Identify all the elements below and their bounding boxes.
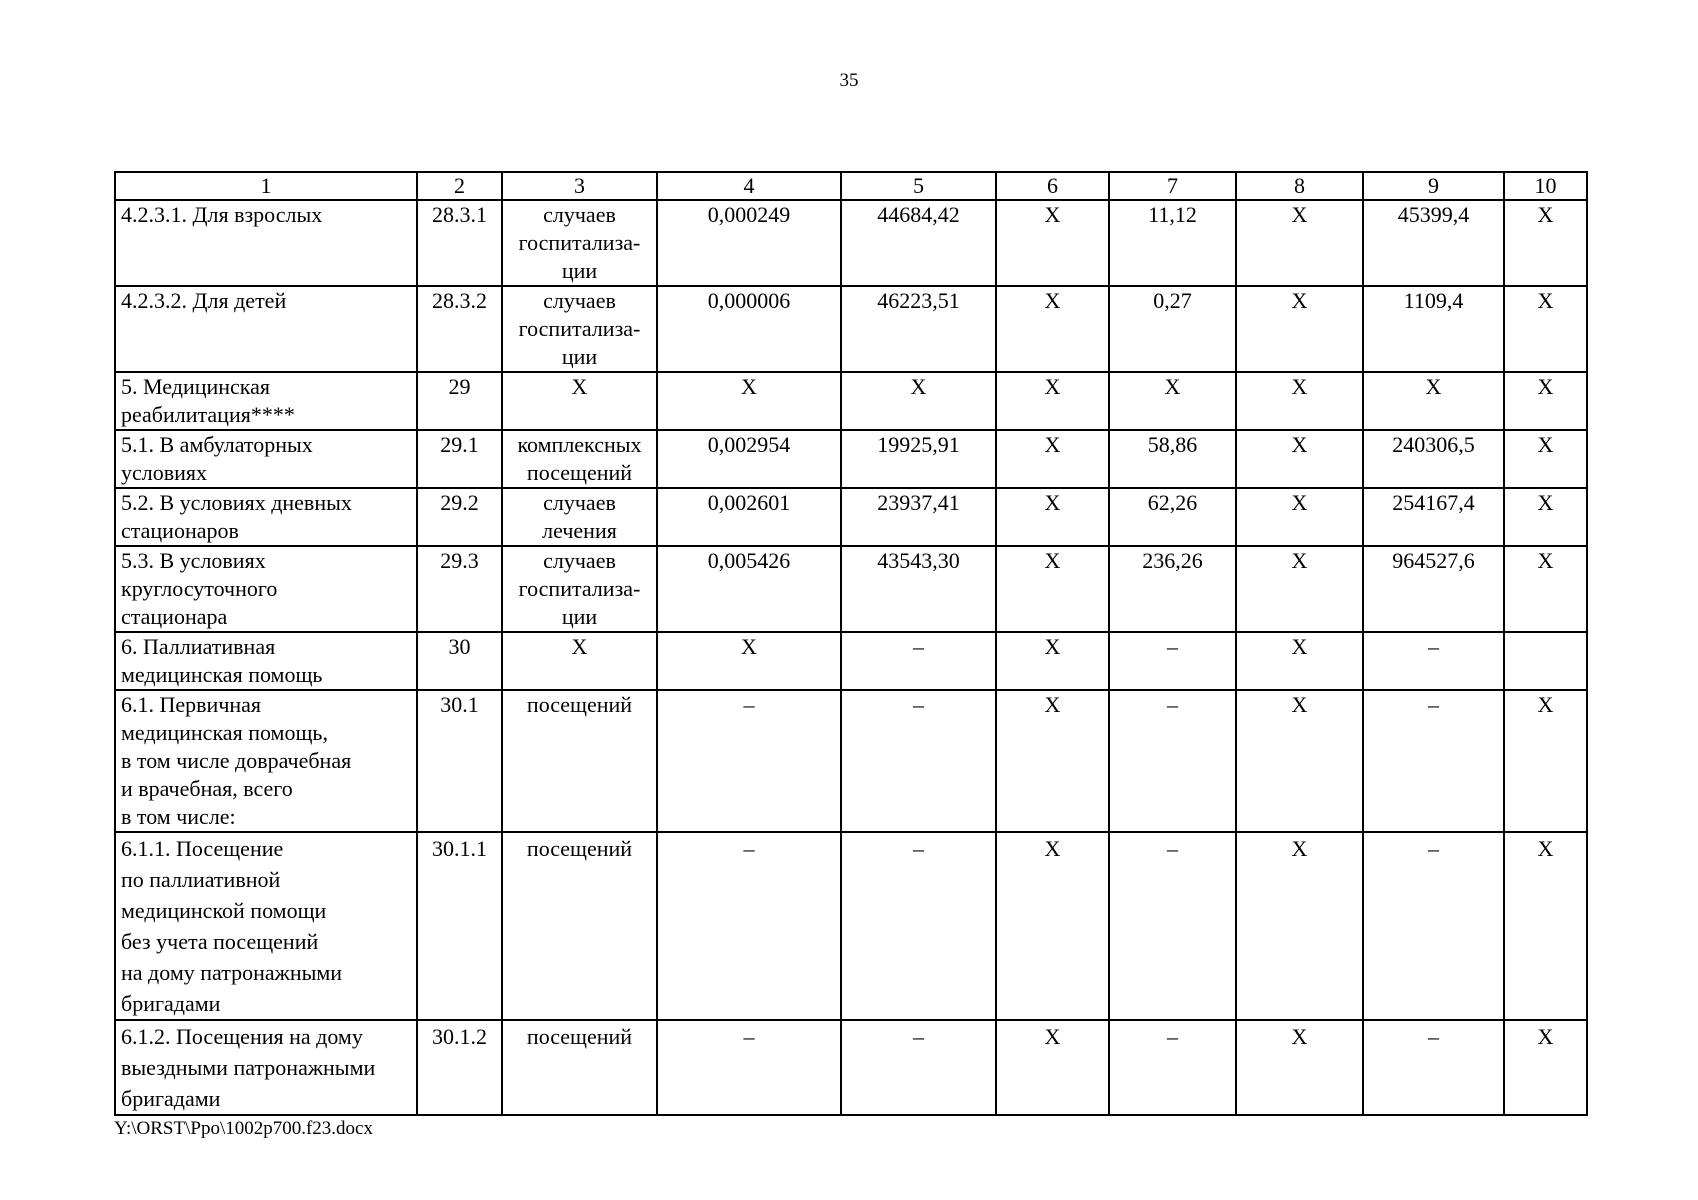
table-cell: Х: [1236, 286, 1363, 372]
table-cell: –: [841, 690, 996, 832]
data-table: [114, 171, 1588, 1116]
table-cell: Х: [1504, 832, 1587, 1020]
column-header: 4: [657, 172, 841, 200]
table-row: [115, 372, 1587, 430]
row-unit-cell: посещений: [502, 690, 657, 832]
row-unit-cell: Х: [502, 372, 657, 430]
page-number: 35: [839, 70, 859, 91]
column-header: 3: [502, 172, 657, 200]
table-cell: 43543,30: [841, 546, 996, 632]
table-cell: Х: [996, 286, 1109, 372]
row-code-cell: 30: [417, 632, 502, 690]
table-cell: Х: [1236, 430, 1363, 488]
table-row: [115, 488, 1587, 546]
row-unit-cell: комплексных посещений: [502, 430, 657, 488]
row-unit-cell: посещений: [502, 1020, 657, 1115]
table-cell: Х: [1504, 372, 1587, 430]
column-header: 6: [996, 172, 1109, 200]
table-cell: Х: [1504, 286, 1587, 372]
table-cell: Х: [1236, 372, 1363, 430]
table-cell: 46223,51: [841, 286, 996, 372]
table-cell: Х: [996, 430, 1109, 488]
table-cell: –: [841, 832, 996, 1020]
row-name-cell: 5.1. В амбулаторных условиях: [115, 430, 417, 488]
table-cell: Х: [1236, 1020, 1363, 1115]
table-cell: 236,26: [1109, 546, 1236, 632]
table-row: [115, 632, 1587, 690]
row-name-cell: 6.1.2. Посещения на дому выездными патронажными бригадами: [115, 1020, 417, 1115]
row-name-cell: 5.2. В условиях дневных стационаров: [115, 488, 417, 546]
table-row: [115, 546, 1587, 632]
row-code-cell: 30.1.2: [417, 1020, 502, 1115]
table-cell: Х: [657, 372, 841, 430]
table-row: [115, 286, 1587, 372]
row-unit-cell: Х: [502, 632, 657, 690]
table-cell: 58,86: [1109, 430, 1236, 488]
table-cell: –: [1363, 632, 1504, 690]
table-row: [115, 1020, 1587, 1115]
table-cell: 44684,42: [841, 200, 996, 286]
table-cell: 1109,4: [1363, 286, 1504, 372]
table-cell: Х: [996, 632, 1109, 690]
row-name-cell: 6. Паллиативная медицинская помощь: [115, 632, 417, 690]
table-cell: Х: [1236, 546, 1363, 632]
row-code-cell: 29.3: [417, 546, 502, 632]
table-cell: 23937,41: [841, 488, 996, 546]
table-cell: –: [1363, 690, 1504, 832]
row-code-cell: 30.1: [417, 690, 502, 832]
table-cell: 0,002601: [657, 488, 841, 546]
column-header: 7: [1109, 172, 1236, 200]
table-cell: 0,000006: [657, 286, 841, 372]
row-unit-cell: случаев госпитализа- ции: [502, 546, 657, 632]
table-cell: Х: [1363, 372, 1504, 430]
table-cell: Х: [996, 832, 1109, 1020]
table-cell: 11,12: [1109, 200, 1236, 286]
row-name-cell: 4.2.3.2. Для детей: [115, 286, 417, 372]
table-cell: 62,26: [1109, 488, 1236, 546]
table-cell: –: [1363, 832, 1504, 1020]
table-cell: Х: [996, 488, 1109, 546]
row-unit-cell: случаев лечения: [502, 488, 657, 546]
table-row: [115, 832, 1587, 1020]
table-cell: Х: [657, 632, 841, 690]
row-code-cell: 28.3.2: [417, 286, 502, 372]
table-cell: Х: [1236, 488, 1363, 546]
row-name-cell: 4.2.3.1. Для взрослых: [115, 200, 417, 286]
table-cell: 0,27: [1109, 286, 1236, 372]
table-row: [115, 200, 1587, 286]
table-row: [115, 690, 1587, 832]
row-unit-cell: посещений: [502, 832, 657, 1020]
table-cell: Х: [1236, 690, 1363, 832]
table-cell: Х: [996, 546, 1109, 632]
table-cell: Х: [996, 1020, 1109, 1115]
column-header: 1: [115, 172, 417, 200]
table-cell: Х: [1109, 372, 1236, 430]
table-cell: Х: [1236, 832, 1363, 1020]
table-cell: 45399,4: [1363, 200, 1504, 286]
table-header-row: [115, 172, 1587, 200]
table-cell: –: [1363, 1020, 1504, 1115]
table-cell: Х: [996, 690, 1109, 832]
table-cell: –: [841, 632, 996, 690]
table-cell: Х: [841, 372, 996, 430]
table-cell: –: [657, 832, 841, 1020]
column-header: 9: [1363, 172, 1504, 200]
row-code-cell: 30.1.1: [417, 832, 502, 1020]
table-cell: Х: [1504, 488, 1587, 546]
table-cell: Х: [1504, 546, 1587, 632]
document-file-path: Y:\ORST\Ppo\1002p700.f23.docx: [114, 1118, 373, 1139]
table-cell: Х: [996, 372, 1109, 430]
table-cell: Х: [1504, 1020, 1587, 1115]
table-cell: –: [841, 1020, 996, 1115]
row-name-cell: 6.1. Первичная медицинская помощь, в том числе доврачебная и врачебная, всего в том числе:: [115, 690, 417, 832]
row-unit-cell: случаев госпитализа- ции: [502, 200, 657, 286]
row-code-cell: 29: [417, 372, 502, 430]
table-cell: 0,005426: [657, 546, 841, 632]
table-cell: 240306,5: [1363, 430, 1504, 488]
table-cell: Х: [1504, 430, 1587, 488]
table-cell: Х: [996, 200, 1109, 286]
column-header: 8: [1236, 172, 1363, 200]
table-cell: Х: [1504, 690, 1587, 832]
table-cell: Х: [1504, 200, 1587, 286]
column-header: 5: [841, 172, 996, 200]
row-unit-cell: случаев госпитализа- ции: [502, 286, 657, 372]
row-code-cell: 28.3.1: [417, 200, 502, 286]
row-name-cell: 5. Медицинская реабилитация****: [115, 372, 417, 430]
column-header: 2: [417, 172, 502, 200]
table-cell: –: [657, 690, 841, 832]
table-cell: –: [1109, 632, 1236, 690]
table-cell: Х: [1236, 200, 1363, 286]
table-cell: –: [1109, 1020, 1236, 1115]
table-cell: –: [1109, 690, 1236, 832]
table-cell: –: [657, 1020, 841, 1115]
row-name-cell: 6.1.1. Посещение по паллиативной медицинской помощи без учета посещений на дому патронажными бригадами: [115, 832, 417, 1020]
row-code-cell: 29.1: [417, 430, 502, 488]
row-name-cell: 5.3. В условиях круглосуточного стационара: [115, 546, 417, 632]
table-cell: 0,000249: [657, 200, 841, 286]
table-cell: 964527,6: [1363, 546, 1504, 632]
table-cell: Х: [1236, 632, 1363, 690]
table-cell: [1504, 632, 1587, 690]
table-cell: –: [1109, 832, 1236, 1020]
table-cell: 0,002954: [657, 430, 841, 488]
column-header: 10: [1504, 172, 1587, 200]
table-row: [115, 430, 1587, 488]
table-cell: 19925,91: [841, 430, 996, 488]
row-code-cell: 29.2: [417, 488, 502, 546]
table-cell: 254167,4: [1363, 488, 1504, 546]
